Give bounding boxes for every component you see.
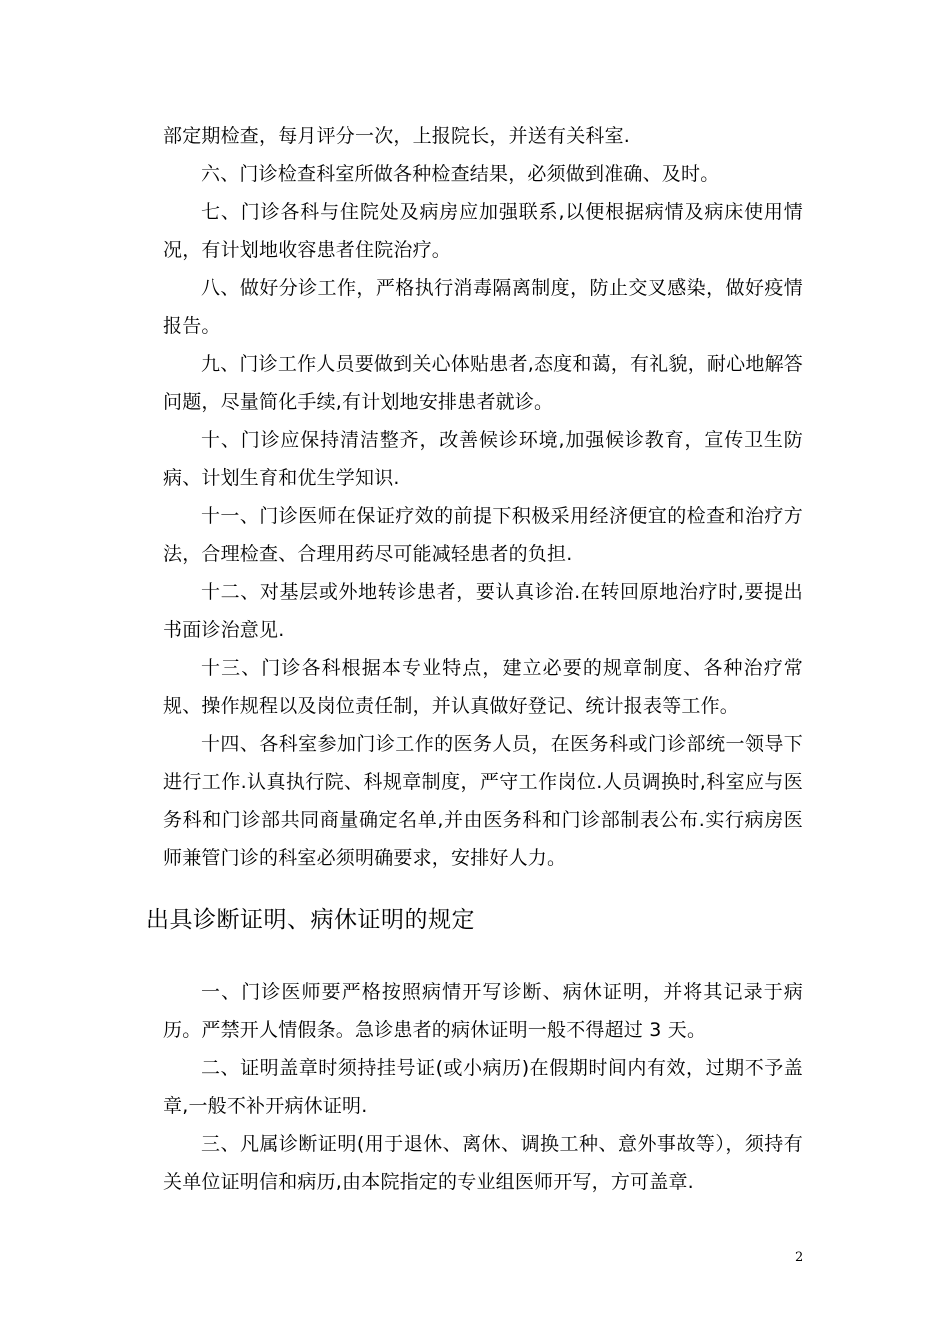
paragraph-rule-11: 十一、门诊医师在保证疗效的前提下积极采用经济便宜的检查和治疗方法，合理检查、合理用药尽可能减轻患者的负担. [163,505,803,565]
paragraph-rule-12: 十二、对基层或外地转诊患者，要认真诊治.在转回原地治疗时,要提出书面诊治意见. [163,581,803,641]
page-number: 2 [795,1250,804,1265]
paragraph-rule-10: 十、门诊应保持清洁整齐，改善候诊环境,加强候诊教育，宣传卫生防病、计划生育和优生学知识. [163,429,803,489]
paragraph-rule-6: 六、门诊检查科室所做各种检查结果，必须做到准确、及时。 [201,163,720,185]
paragraph-cert-rule-2: 二、证明盖章时须持挂号证(或小病历)在假期时间内有效，过期不予盖章,一般不补开病休证明. [163,1057,803,1117]
paragraph-rule-7: 七、门诊各科与住院处及病房应加强联系,以便根据病情及病床使用情况，有计划地收容患者住院治疗。 [163,201,803,261]
paragraph-continued: 部定期检查，每月评分一次，上报院长，并送有关科室. [163,125,631,147]
document-body [146,117,803,1201]
paragraph-rule-14: 十四、各科室参加门诊工作的医务人员，在医务科或门诊部统一领导下进行工作.认真执行院、科规章制度，严守工作岗位.人员调换时,科室应与医务科和门诊部共同商量确定名单,并由医务科和门诊部制表公布.实行病房医师兼管门诊的科室必须明确要求，安排好人力。 [163,733,803,869]
section-heading: 出具诊断证明、病休证明的规定 [146,907,475,933]
paragraph-rule-9: 九、门诊工作人员要做到关心体贴患者,态度和蔼，有礼貌，耐心地解答问题，尽量简化手续,有计划地安排患者就诊。 [163,353,803,413]
paragraph-cert-rule-3: 三、凡属诊断证明(用于退休、离休、调换工种、意外事故等），须持有关单位证明信和病历,由本院指定的专业组医师开写，方可盖章. [163,1133,803,1193]
paragraph-rule-8: 八、做好分诊工作，严格执行消毒隔离制度，防止交叉感染，做好疫情报告。 [163,277,803,337]
paragraph-rule-13: 十三、门诊各科根据本专业特点，建立必要的规章制度、各种治疗常规、操作规程以及岗位责任制，并认真做好登记、统计报表等工作。 [163,657,803,717]
paragraph-cert-rule-1: 一、门诊医师要严格按照病情开写诊断、病休证明，并将其记录于病历。严禁开人情假条。急诊患者的病休证明一般不得超过 3 天。 [163,981,803,1041]
